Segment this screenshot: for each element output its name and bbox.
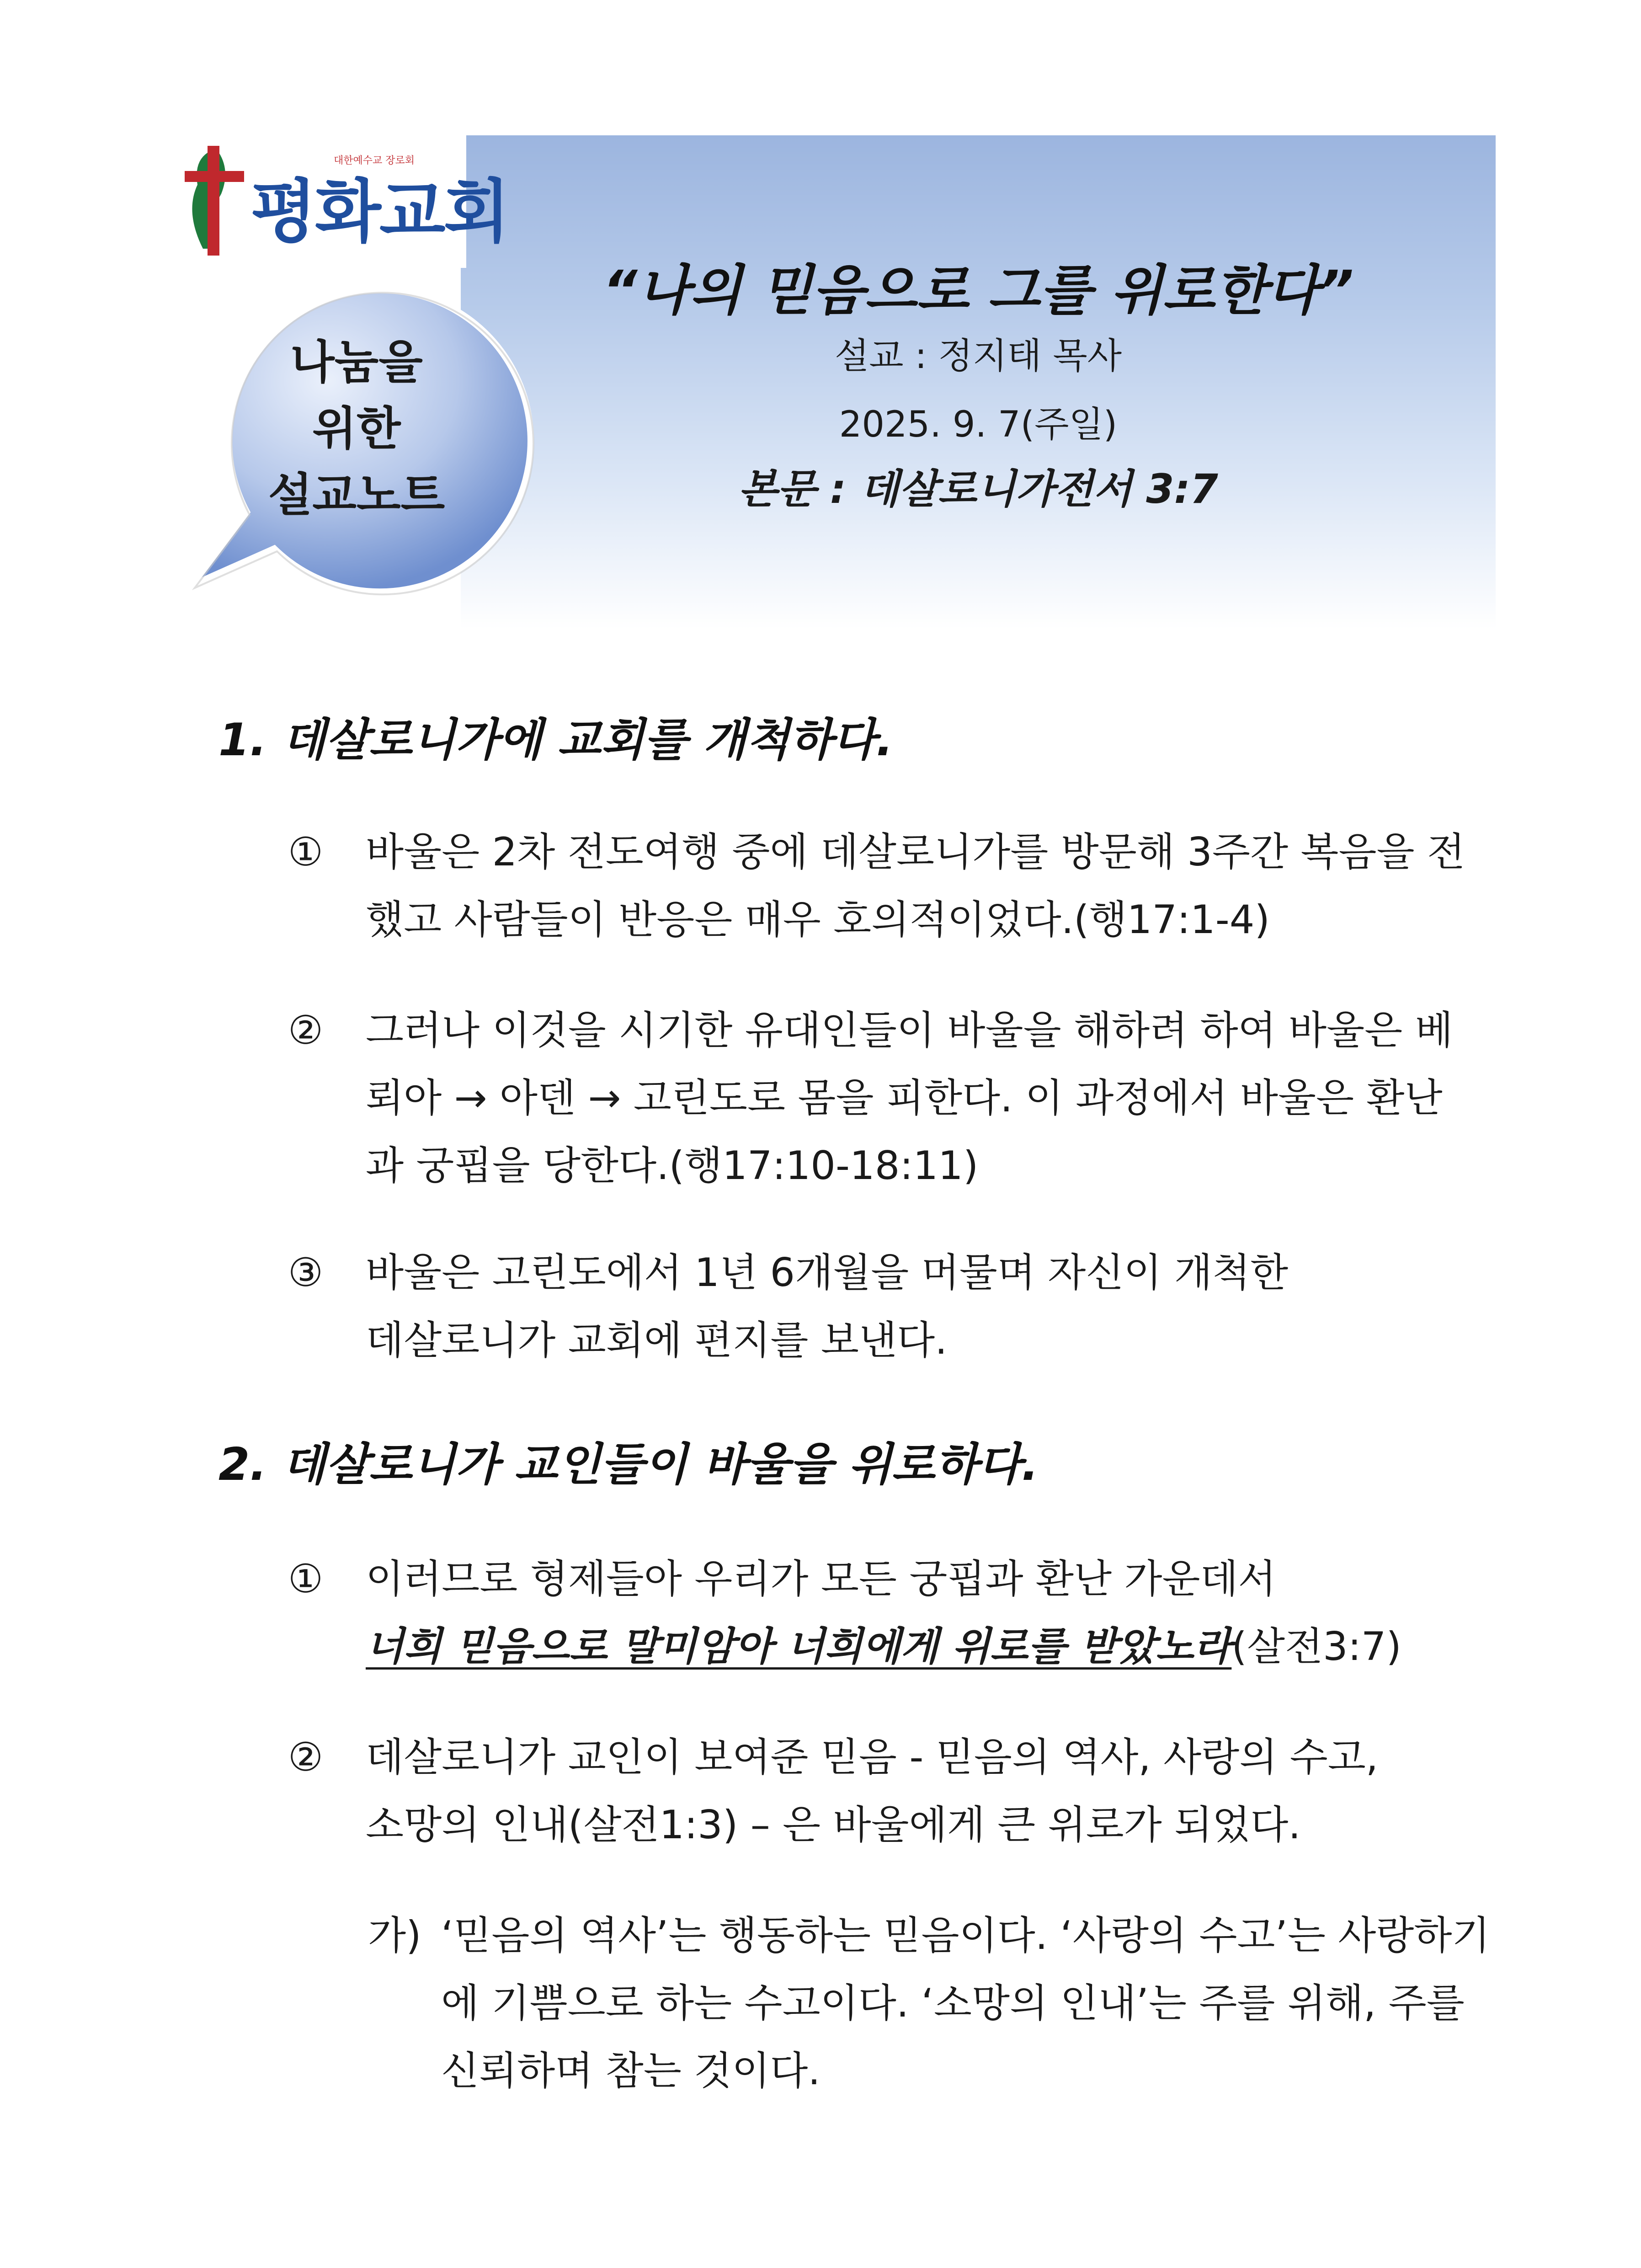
- denomination-label: 대한예수교 장로회: [334, 155, 415, 166]
- sermon-note-badge: [229, 329, 485, 528]
- scripture-reference: 본문 : 데살로니가전서 3:7: [738, 465, 1218, 512]
- badge-line: 설교노트: [268, 468, 445, 522]
- emphasized-verse: 너희 믿음으로 말미암아 너희에게 위로를 받았노라: [366, 1624, 1232, 1670]
- section-heading: 1. 데살로니가에 교회를 개척하다.: [218, 714, 893, 766]
- item-number: ①: [288, 1556, 324, 1602]
- item-text-line: 데살로니가 교회에 편지를 보낸다.: [366, 1318, 948, 1363]
- item-number: ②: [288, 1008, 324, 1053]
- badge-line: 위한: [312, 402, 401, 455]
- item-number: ①: [288, 829, 324, 875]
- badge-line: 나눔을: [290, 336, 423, 389]
- item-text-line: 그러나 이것을 시기한 유대인들이 바울을 해하려 하여 바울은 베: [366, 1008, 1453, 1053]
- item-number: ③: [288, 1250, 324, 1296]
- church-name: 평화교회: [250, 172, 508, 252]
- item-text-line: 신뢰하며 참는 것이다.: [441, 2048, 820, 2094]
- item-number: ②: [288, 1734, 324, 1780]
- item-text-line: 뢰아 → 아덴 → 고린도로 몸을 피한다. 이 과정에서 바울은 환난: [366, 1075, 1443, 1121]
- preacher: 설교 : 정지태 목사: [834, 336, 1122, 377]
- item-text-line: 했고 사람들이 반응은 매우 호의적이었다.(행17:1-4): [366, 897, 1270, 943]
- church-logo: [169, 135, 508, 268]
- cross-logo-icon: [176, 144, 253, 258]
- sub-item-number: 가): [368, 1913, 421, 1958]
- item-text-line: 바울은 고린도에서 1년 6개월을 머물며 자신이 개척한: [366, 1250, 1289, 1296]
- item-text-line: 소망의 인내(살전1:3) – 은 바울에게 큰 위로가 되었다.: [366, 1802, 1301, 1848]
- section-heading: 2. 데살로니가 교인들이 바울을 위로하다.: [218, 1439, 1039, 1491]
- sermon-date: 2025. 9. 7(주일): [839, 404, 1118, 445]
- item-text-line: 과 궁핍을 당한다.(행17:10-18:11): [366, 1143, 979, 1189]
- item-text-line: 데살로니가 교인이 보여준 믿음 - 믿음의 역사, 사랑의 수고,: [366, 1734, 1379, 1780]
- item-text-line: 바울은 2차 전도여행 중에 데살로니가를 방문해 3주간 복음을 전: [366, 829, 1465, 875]
- item-text-line: 이러므로 형제들아 우리가 모든 궁핍과 환난 가운데서: [366, 1556, 1276, 1602]
- item-text-line: [366, 1613, 1527, 1681]
- item-text-line: 에 기쁨으로 하는 수고이다. ‘소망의 인내’는 주를 위해, 주를: [441, 1980, 1465, 2026]
- sermon-title: “나의 믿음으로 그를 위로한다”: [602, 259, 1354, 322]
- item-text-line: ‘믿음의 역사’는 행동하는 믿음이다. ‘사랑의 수고’는 사랑하기: [441, 1913, 1490, 1958]
- header-banner: [461, 135, 1496, 629]
- verse-citation: (살전3:7): [1231, 1624, 1401, 1670]
